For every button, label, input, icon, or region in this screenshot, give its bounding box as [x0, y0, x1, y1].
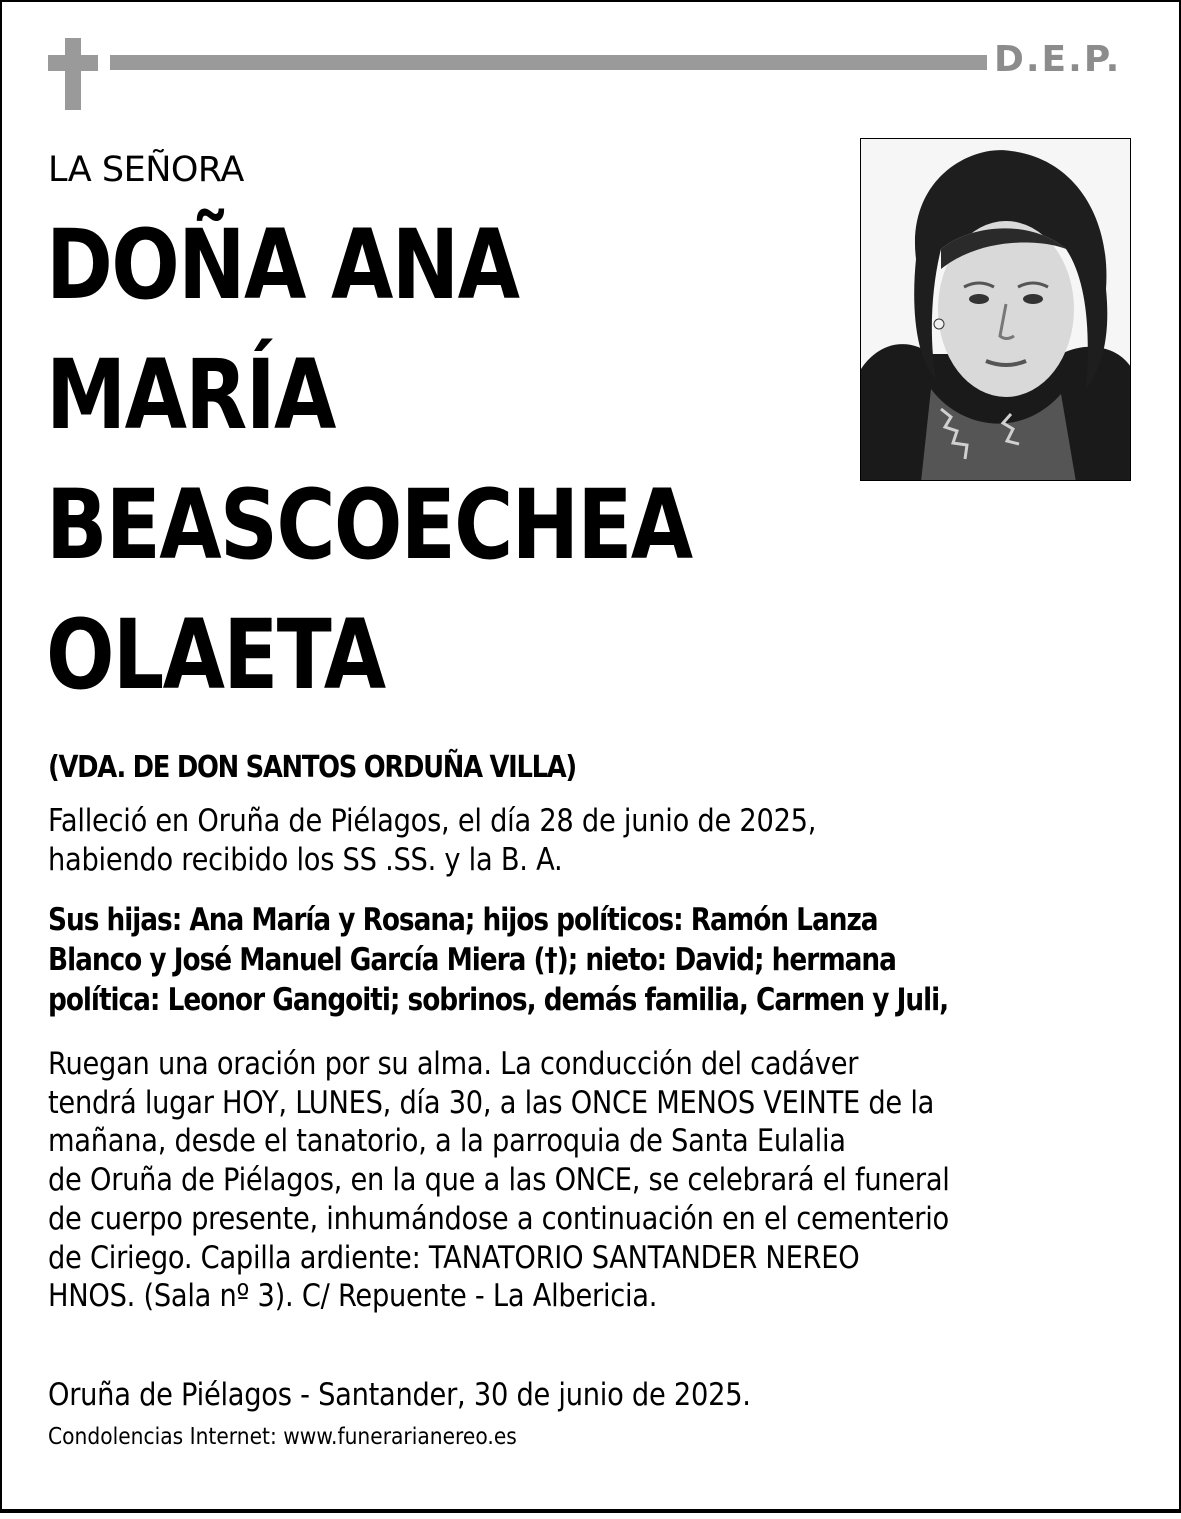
place-and-date: Oruña de Piélagos - Santander, 30 de junio de 2025.	[48, 1377, 751, 1413]
text-line: habiendo recibido los SS .SS. y la B. A.	[48, 841, 563, 878]
service-details	[48, 1045, 950, 1316]
condolences-link[interactable]: Condolencias Internet: www.funerarianereo.es	[48, 1424, 517, 1450]
name-line: OLAETA	[46, 599, 385, 711]
text-line: mañana, desde el tanatorio, a la parroquia de Santa Eulalia	[48, 1123, 846, 1160]
text-line: Sus hijas: Ana María y Rosana; hijos políticos: Ramón Lanza	[48, 902, 878, 938]
text-line: tendrá lugar HOY, LUNES, día 30, a las ONCE MENOS VEINTE de la	[48, 1084, 935, 1121]
name-line: DOÑA ANA	[46, 209, 519, 321]
text-line: HNOS. (Sala nº 3). C/ Repuente - La Albericia.	[48, 1278, 658, 1315]
deceased-name	[46, 200, 718, 720]
name-line: MARÍA	[46, 339, 335, 451]
text-line: Ruegan una oración por su alma. La conducción del cadáver	[48, 1046, 859, 1082]
family-list	[48, 900, 948, 1020]
honorific: LA SEÑORA	[48, 150, 244, 190]
widow-note: (VDA. DE DON SANTOS ORDUÑA VILLA)	[48, 750, 576, 785]
name-line: BEASCOECHEA	[46, 469, 692, 581]
text-line: Falleció en Oruña de Piélagos, el día 28 de junio de 2025,	[48, 803, 817, 839]
latin-cross-icon	[48, 38, 98, 110]
portrait-photo	[860, 138, 1131, 481]
death-notice	[48, 802, 816, 879]
text-line: política: Leonor Gangoiti; sobrinos, demás familia, Carmen y Juli,	[48, 982, 949, 1018]
text-line: Blanco y José Manuel García Miera (†); nieto: David; hermana	[48, 942, 896, 978]
text-line: de Ciriego. Capilla ardiente: TANATORIO SANTANDER NEREO	[48, 1239, 860, 1276]
text-line: de Oruña de Piélagos, en la que a las ONCE, se celebrará el funeral	[48, 1162, 950, 1199]
dep-label: D.E.P.	[994, 39, 1122, 80]
header-rule	[110, 55, 987, 70]
text-line: de cuerpo presente, inhumándose a continuación en el cementerio	[48, 1200, 949, 1237]
